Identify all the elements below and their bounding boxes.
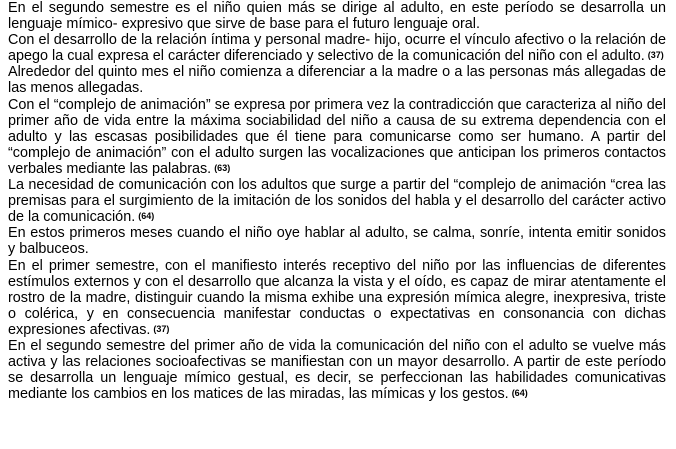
paragraph-text: Con el “complejo de animación” se expresa por primera vez la contradicción que caracteriza al niño del primer año de vida entre la máxima sociabilidad del niño a causa de su extrema dependencia con el adulto y las escasas posibilidades que él tiene para comunicarse como ser humano. A partir del “complejo de animación” con el adulto surgen las vocalizaciones que anticipan los primeros contactos verbales mediante las palabras. [8,96,666,177]
paragraph-7 [8,258,666,338]
citation-ref: (37) [153,323,170,334]
paragraph-text: Alrededor del quinto mes el niño comienza a diferenciar a la madre o a las personas más allegadas de las menos allegadas. [8,64,666,97]
document-body [8,0,666,402]
paragraph-text: En el segundo semestre es el niño quien más se dirige al adulto, en este período se desarrolla un lenguaje mímico- expresivo que sirve de base para el futuro lenguaje oral. [8,0,666,33]
citation-ref: (37) [647,50,664,61]
paragraph-text: Con el desarrollo de la relación íntima y personal madre- hijo, ocurre el vínculo afectivo o la relación de apego la cual expresa el carácter diferenciado y selectivo de la comunicación del niño con el adulto. [8,32,666,65]
paragraph-2 [8,32,666,64]
paragraph-text: La necesidad de comunicación con los adultos que surge a partir del “complejo de animación “crea las premisas para el surgimiento de la imitación de los sonidos del habla y el desarrollo del carácter activo de la comunicación. [8,177,666,226]
citation-ref: (64) [138,211,155,222]
citation-ref: (63) [214,162,231,173]
citation-ref: (64) [511,388,528,399]
paragraph-text: En estos primeros meses cuando el niño oye hablar al adulto, se calma, sonríe, intenta emitir sonidos y balbuceos. [8,225,666,258]
paragraph-5 [8,177,666,225]
paragraph-3 [8,64,666,96]
paragraph-text: En el primer semestre, con el manifiesto interés receptivo del niño por las influencias de diferentes estímulos externos y con el desarrollo que alcanza la vista y el oído, es capaz de mirar atentamente el rostro de la madre, distinguir cuando la misma exhibe una expresión mímica alegre, inexpresiva, triste o colérica, y en consecuencia manifestar conductas o expectativas en consonancia con dichas expresiones afectivas. [8,257,666,338]
paragraph-6 [8,225,666,257]
paragraph-4 [8,97,666,177]
paragraph-8 [8,338,666,402]
paragraph-1 [8,0,666,32]
paragraph-text: En el segundo semestre del primer año de vida la comunicación del niño con el adulto se vuelve más activa y las relaciones socioafectivas se manifiestan con un mayor desarrollo. A partir de este período se desarrolla un lenguaje mímico gestual, es decir, se perfeccionan las habilidades comunicativas mediante los cambios en los matices de las miradas, las mímicas y los gestos. [8,337,666,403]
